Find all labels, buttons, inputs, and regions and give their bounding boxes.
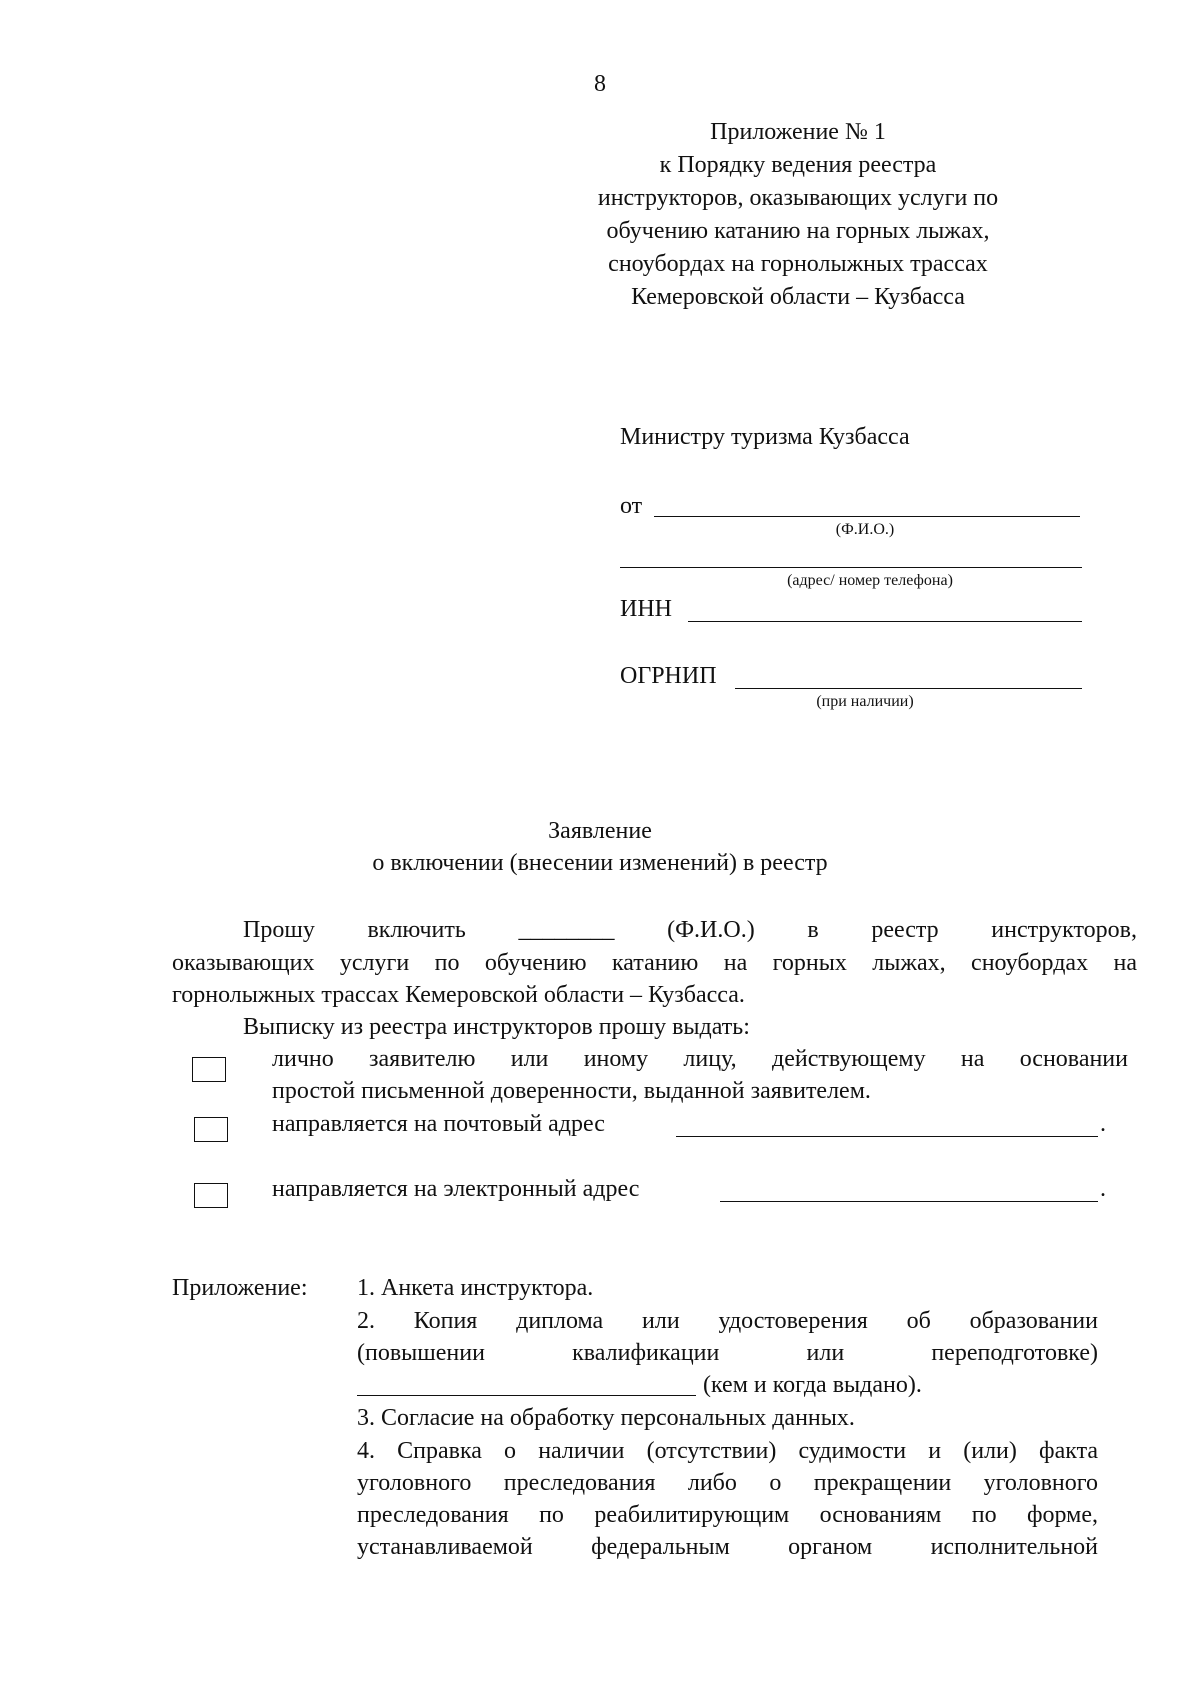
option-in-person-line-1: лично заявителю или иному лицу, действующему на основании: [272, 1046, 1128, 1072]
from-label: от: [620, 493, 643, 519]
appendix-header-line: обучению катанию на горных лыжах,: [606, 218, 990, 244]
option-email-label: направляется на электронный адрес: [272, 1176, 640, 1202]
request-line-3: горнолыжных трассах Кемеровской области – Кузбасса.: [172, 982, 745, 1008]
ogrnip-field[interactable]: [735, 688, 1082, 689]
request-word: (Ф.И.О.): [667, 917, 755, 943]
option-email-checkbox[interactable]: [194, 1183, 228, 1208]
ogrnip-caption: (при наличии): [816, 693, 914, 710]
option-postal-label: направляется на почтовый адрес: [272, 1111, 605, 1137]
fio-field[interactable]: [654, 516, 1080, 517]
attachment-item-2-line-3: (кем и когда выдано).: [703, 1372, 922, 1398]
request-word: реестр: [871, 917, 939, 943]
fio-caption: (Ф.И.О.): [835, 521, 895, 538]
option-in-person-checkbox[interactable]: [192, 1057, 226, 1082]
option-in-person-line-2: простой письменной доверенности, выданной заявителем.: [272, 1078, 871, 1104]
appendix-header-line: к Порядку ведения реестра: [659, 152, 937, 178]
fio-blank: ________: [518, 917, 615, 943]
issued-by-field[interactable]: [357, 1395, 696, 1396]
attachment-item-4-line: устанавливаемой федеральным органом исполнительной: [357, 1534, 1098, 1560]
recipient: Министру туризма Кузбасса: [620, 424, 910, 450]
attachment-item-4-line: уголовного преследования либо о прекращении уголовного: [357, 1470, 1098, 1496]
request-word: в: [807, 917, 819, 943]
attachment-item-2-line-1: 2. Копия диплома или удостоверения об образовании: [357, 1308, 1098, 1334]
attachments-label: Приложение:: [172, 1275, 308, 1301]
appendix-header-line: сноубордах на горнолыжных трассах: [608, 251, 988, 277]
attachment-item-1: 1. Анкета инструктора.: [357, 1275, 594, 1301]
page-number: 8: [594, 71, 606, 97]
option-postal-checkbox[interactable]: [194, 1117, 228, 1142]
email-address-field[interactable]: [720, 1201, 1098, 1202]
address-caption: (адрес/ номер телефона): [787, 572, 953, 589]
issue-line: Выписку из реестра инструкторов прошу выдать:: [243, 1014, 750, 1040]
document-subtitle: о включении (внесении изменений) в реестр: [372, 850, 828, 876]
postal-address-field[interactable]: [676, 1136, 1098, 1137]
request-word: инструкторов,: [991, 917, 1137, 943]
inn-label: ИНН: [620, 596, 672, 622]
appendix-header-line: Кемеровской области – Кузбасса: [631, 284, 965, 310]
inn-field[interactable]: [688, 621, 1082, 622]
option-postal-end: .: [1100, 1111, 1106, 1137]
address-field[interactable]: [620, 567, 1082, 568]
ogrnip-label: ОГРНИП: [620, 663, 717, 689]
appendix-header-line: Приложение № 1: [710, 119, 886, 145]
request-word: включить: [367, 917, 466, 943]
appendix-header-line: инструкторов, оказывающих услуги по: [597, 185, 999, 211]
attachment-item-4-line: преследования по реабилитирующим основаниям по форме,: [357, 1502, 1098, 1528]
document-title: Заявление: [548, 818, 652, 844]
request-line-2: оказывающих услуги по обучению катанию на горных лыжах, сноубордах на: [172, 950, 1137, 976]
request-line-1: [243, 914, 1137, 947]
attachment-item-2-line-2: (повышении квалификации или переподготовке): [357, 1340, 1098, 1366]
request-word: Прошу: [243, 917, 315, 943]
option-email-end: .: [1100, 1176, 1106, 1202]
appendix-header: [568, 116, 1028, 314]
attachment-item-4-line: 4. Справка о наличии (отсутствии) судимости и (или) факта: [357, 1438, 1098, 1464]
attachment-item-3: 3. Согласие на обработку персональных данных.: [357, 1405, 855, 1431]
